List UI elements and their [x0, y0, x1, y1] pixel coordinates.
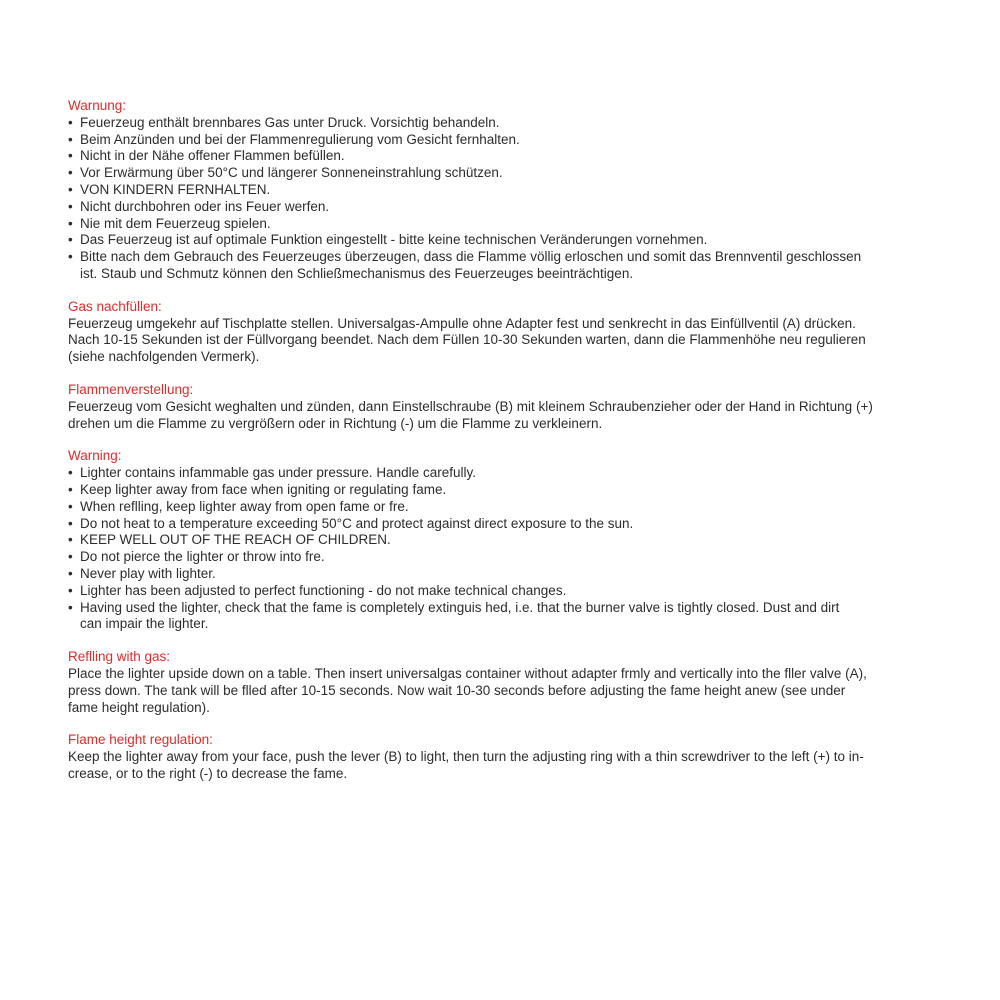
text-lines: Nicht durchbohren oder ins Feuer werfen. [80, 198, 330, 214]
text-lines: Lighter contains infammable gas under pressure. Handle carefully. [80, 465, 476, 481]
bullet-item [68, 182, 938, 199]
text-lines: When reflling, keep lighter away from open fame or fre. [80, 498, 409, 514]
bullet-icon: • [68, 165, 73, 181]
bullet-item [68, 216, 938, 233]
bullet-icon: • [68, 181, 73, 197]
text-lines: Lighter has been adjusted to perfect functioning - do not make technical changes. [80, 582, 567, 598]
bullet-item [68, 516, 938, 533]
section-heading: Reflling with gas: [68, 649, 171, 665]
text-lines: Nie mit dem Feuerzeug spielen. [80, 215, 271, 231]
text-lines: Feuerzeug umgekehr auf Tischplatte stellen. Universalgas-Ampulle ohne Adapter fest und senkrecht in das Einfüllventil (A) drücken. Nach 10-15 Sekunden ist der Füllvorgang beendet. Nach dem Füllen 10-30 Sekunden warten, dann die Flammenhöhe neu regulieren (siehe nachfolgenden Vermerk). [68, 315, 866, 365]
text-lines: Keep lighter away from face when igniting or regulating fame. [80, 481, 447, 497]
bullet-icon: • [68, 198, 73, 214]
bullet-icon: • [68, 481, 73, 497]
text-lines: Das Feuerzeug ist auf optimale Funktion eingestellt - bitte keine technischen Veränderungen vornehmen. [80, 232, 708, 248]
bullet-item [68, 165, 938, 182]
section-heading: Warnung: [68, 98, 127, 113]
bullet-icon: • [68, 549, 73, 565]
section-refilling-en [68, 649, 938, 716]
bullet-icon: • [68, 532, 73, 548]
bullet-icon: • [68, 114, 73, 130]
bullet-item [68, 465, 938, 482]
text-lines: KEEP WELL OUT OF THE REACH OF CHILDREN. [80, 532, 391, 548]
section-heading: Flammenverstellung: [68, 381, 194, 397]
text-lines: Feuerzeug vom Gesicht weghalten und zünden, dann Einstellschraube (B) mit kleinem Schraubenzieher oder der Hand in Richtung (+) drehen um die Flamme zu vergrößern oder in Richtung (-) um die Flamme zu verkleinern. [68, 398, 873, 431]
section-flammenverstellung-de [68, 382, 938, 432]
bullet-item [68, 148, 938, 165]
bullet-item [68, 199, 938, 216]
section-heading: Gas nachfüllen: [68, 298, 162, 314]
bullet-icon: • [68, 599, 73, 615]
bullet-icon: • [68, 515, 73, 531]
bullet-item [68, 115, 938, 132]
instruction-sheet [68, 98, 938, 783]
text-lines: Vor Erwärmung über 50°C und längerer Sonneneinstrahlung schützen. [80, 165, 503, 181]
bullet-icon: • [68, 465, 73, 481]
bullet-icon: • [68, 582, 73, 598]
bullet-item [68, 232, 938, 249]
bullet-icon: • [68, 215, 73, 231]
bullet-item [68, 583, 938, 600]
section-gas-nachfuellen-de [68, 299, 938, 366]
section-warning-en [68, 448, 938, 633]
text-lines: Place the lighter upside down on a table. Then insert universalgas container without adapter frmly and vertically into the fller valve (A), press down. The tank will be flled after 10-15 seconds. Now wait 10-30 seconds before adjusting the fame height anew (see under fame height regulation). [68, 665, 867, 715]
section-flame-height-en [68, 732, 938, 782]
text-lines: VON KINDERN FERNHALTEN. [80, 181, 271, 197]
paragraph [68, 316, 938, 366]
bullet-item [68, 482, 938, 499]
text-lines: Nicht in der Nähe offener Flammen befüllen. [80, 148, 345, 164]
text-lines: Feuerzeug enthält brennbares Gas unter Druck. Vorsichtig behandeln. [80, 114, 500, 130]
bullet-item [68, 600, 938, 634]
bullet-icon: • [68, 498, 73, 514]
bullet-icon: • [68, 565, 73, 581]
text-lines: Keep the lighter away from your face, push the lever (B) to light, then turn the adjusting ring with a thin screwdriver to the left (+) to in- crease, or to the right (-) to decrease the fame. [68, 749, 864, 781]
text-lines: Beim Anzünden und bei der Flammenregulierung vom Gesicht fernhalten. [80, 131, 520, 147]
paragraph [68, 666, 938, 716]
text-lines: Bitte nach dem Gebrauch des Feuerzeuges überzeugen, dass die Flamme völlig erloschen und somit das Brennventil geschlossen ist. Staub und Schmutz können den Schließmechanismus des Feuerzeuges beeinträchtigen. [80, 249, 862, 281]
bullet-item [68, 249, 938, 283]
text-lines: Having used the lighter, check that the fame is completely extinguis hed, i.e. that the burner valve is tightly closed. Dust and dirt can impair the lighter. [80, 599, 840, 632]
bullet-icon: • [68, 131, 73, 147]
bullet-item [68, 132, 938, 149]
section-heading: Warning: [68, 448, 122, 464]
section-heading: Flame height regulation: [68, 732, 213, 748]
paragraph [68, 749, 938, 783]
bullet-icon: • [68, 148, 73, 164]
bullet-icon: • [68, 249, 73, 265]
text-lines: Do not pierce the lighter or throw into fre. [80, 549, 325, 565]
bullet-icon: • [68, 232, 73, 248]
bullet-item [68, 549, 938, 566]
bullet-item [68, 566, 938, 583]
text-lines: Do not heat to a temperature exceeding 50°C and protect against direct exposure to the sun. [80, 515, 634, 531]
bullet-item [68, 532, 938, 549]
bullet-item [68, 499, 938, 516]
text-lines: Never play with lighter. [80, 565, 216, 581]
section-warnung-de [68, 98, 938, 283]
paragraph [68, 399, 938, 433]
